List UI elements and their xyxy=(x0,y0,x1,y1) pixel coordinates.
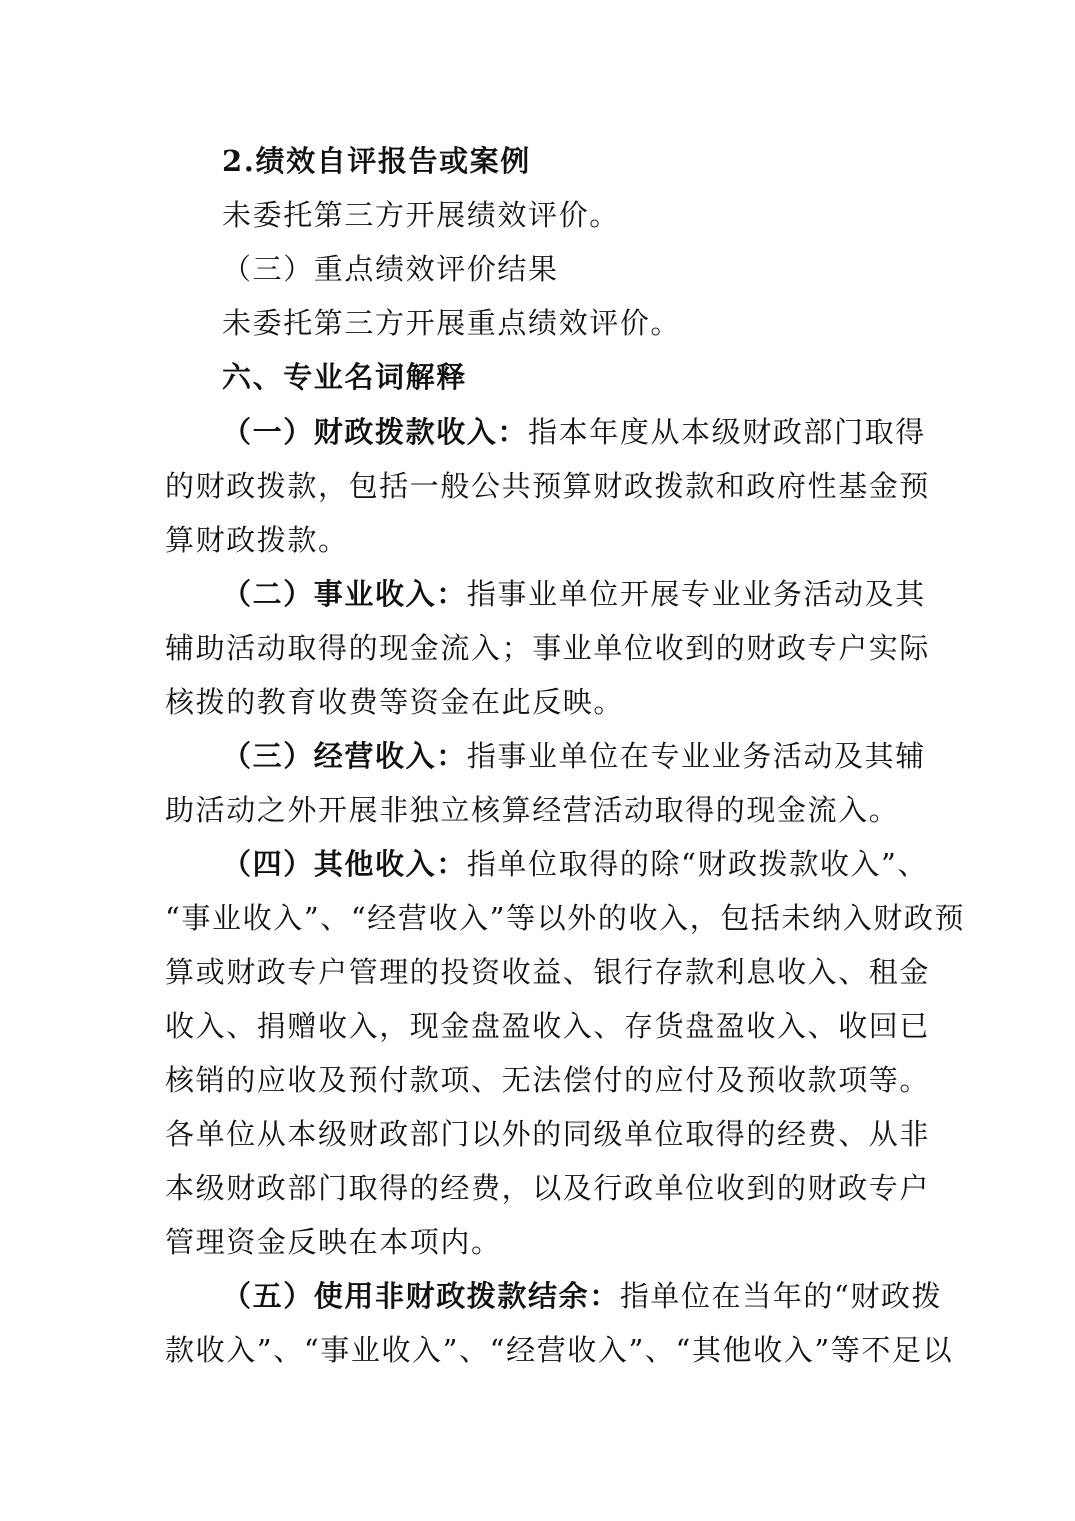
line-text: 各单位从本级财政部门以外的同级单位取得的经费、从非 xyxy=(165,1117,931,1151)
paragraph-line xyxy=(165,1109,931,1159)
line-text: 核销的应收及预付款项、无法偿付的应付及预收款项等。 xyxy=(165,1063,931,1097)
paragraph-line xyxy=(165,1325,954,1375)
line-text: “事业收入”、“经营收入”等以外的收入，包括未纳入财政预 xyxy=(165,901,966,935)
term-operating-income xyxy=(222,731,982,781)
paragraph-line xyxy=(165,785,925,835)
term-label: （二）事业收入： xyxy=(222,577,467,611)
line-text: 款收入”、“事业收入”、“经营收入”、“其他收入”等不足以 xyxy=(165,1333,954,1367)
paragraph-line xyxy=(165,1055,931,1105)
paragraph-line xyxy=(165,1001,931,1051)
paragraph-line xyxy=(165,1217,925,1267)
term-definition: 指本年度从本级财政部门取得 xyxy=(528,415,926,449)
line-text: 本级财政部门取得的经费，以及行政单位收到的财政专户 xyxy=(165,1171,931,1205)
term-label: （四）其他收入： xyxy=(222,847,467,881)
paragraph-line xyxy=(165,893,966,943)
paragraph-line xyxy=(222,190,982,240)
heading-terms xyxy=(222,352,982,402)
line-text: 算财政拨款。 xyxy=(165,523,349,557)
paragraph-line xyxy=(165,461,931,511)
heading-key-evaluation xyxy=(222,244,982,294)
line-text: 未委托第三方开展绩效评价。 xyxy=(222,198,620,232)
paragraph-line xyxy=(222,298,982,348)
line-text: 管理资金反映在本项内。 xyxy=(165,1225,502,1259)
term-definition: 指单位在当年的“财政拨 xyxy=(619,1279,943,1313)
paragraph-line xyxy=(165,515,925,565)
term-label: （一）财政拨款收入： xyxy=(222,415,529,449)
line-text: 2.绩效自评报告或案例 xyxy=(222,144,531,178)
term-definition: 指单位取得的除“财政拨款收入”、 xyxy=(466,847,929,881)
line-text: （三）重点绩效评价结果 xyxy=(222,252,559,286)
paragraph-line xyxy=(165,677,925,727)
term-definition: 指事业单位开展专业业务活动及其 xyxy=(466,577,926,611)
term-fiscal-appropriation xyxy=(222,407,982,457)
line-text: 未委托第三方开展重点绩效评价。 xyxy=(222,306,682,340)
line-text: 辅助活动取得的现金流入；事业单位收到的财政专户实际 xyxy=(165,631,931,665)
term-business-income xyxy=(222,569,982,619)
line-text: 六、专业名词解释 xyxy=(222,360,467,394)
term-other-income xyxy=(222,839,982,889)
line-text: 的财政拨款，包括一般公共预算财政拨款和政府性基金预 xyxy=(165,469,931,503)
line-text: 助活动之外开展非独立核算经营活动取得的现金流入。 xyxy=(165,793,900,827)
paragraph-line xyxy=(165,947,931,997)
line-text: 算或财政专户管理的投资收益、银行存款利息收入、租金 xyxy=(165,955,931,989)
term-label: （五）使用非财政拨款结余： xyxy=(222,1279,620,1313)
term-label: （三）经营收入： xyxy=(222,739,467,773)
paragraph-line xyxy=(165,1163,931,1213)
paragraph-line xyxy=(165,623,931,673)
line-text: 收入、捐赠收入，现金盘盈收入、存货盘盈收入、收回已 xyxy=(165,1009,931,1043)
heading-self-evaluation xyxy=(222,136,982,186)
term-definition: 指事业单位在专业业务活动及其辅 xyxy=(466,739,926,773)
term-non-fiscal-surplus xyxy=(222,1271,982,1321)
line-text: 核拨的教育收费等资金在此反映。 xyxy=(165,685,625,719)
